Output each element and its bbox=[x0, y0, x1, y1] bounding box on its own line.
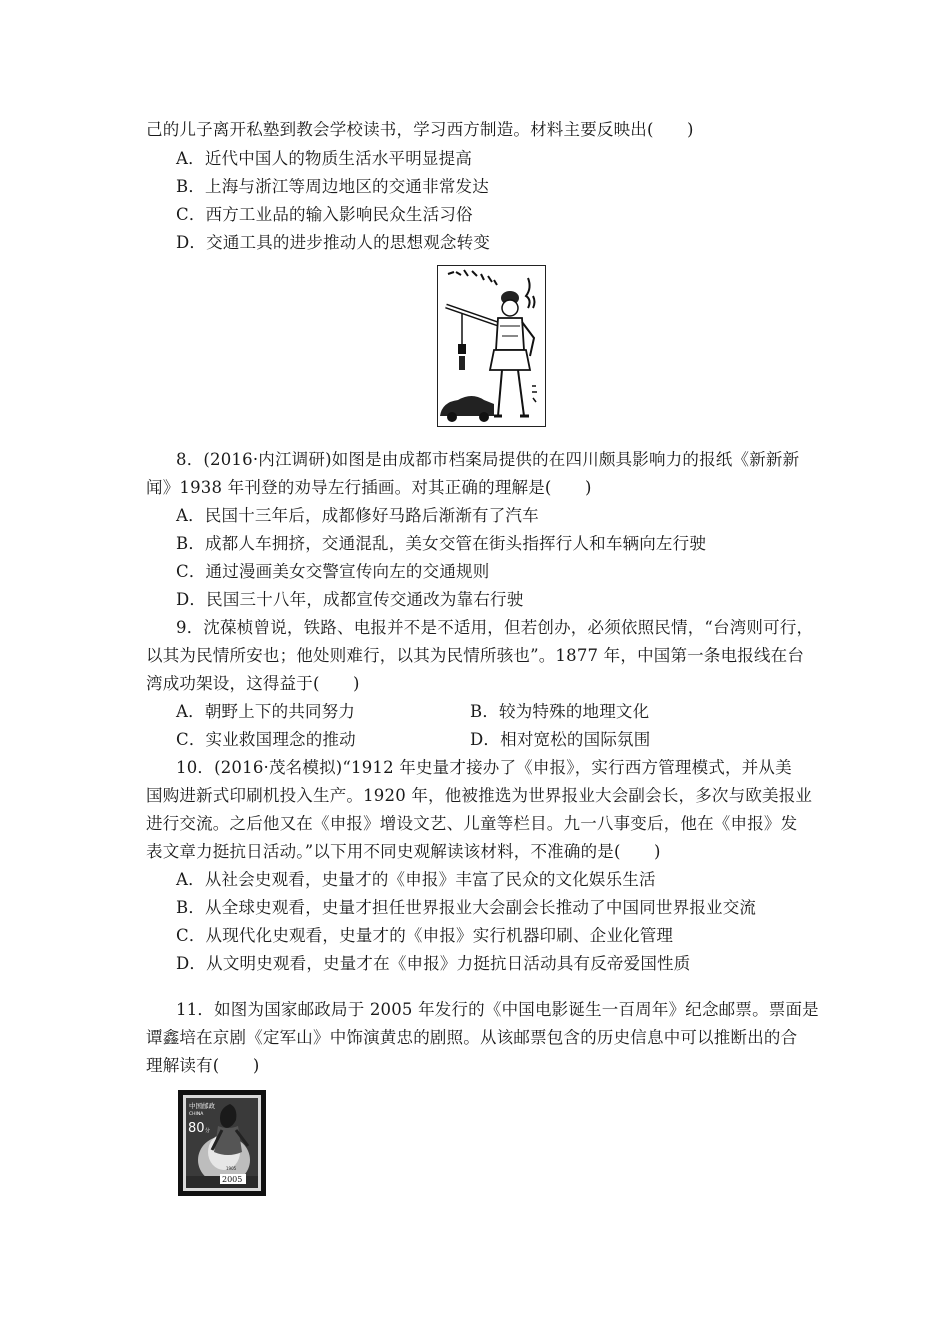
stamp-year: 2005 bbox=[222, 1175, 243, 1184]
q9-option-a: A．朝野上下的共同努力 bbox=[176, 702, 356, 721]
stamp-unit: 分 bbox=[205, 1128, 211, 1134]
q8-option-a: A．民国十三年后，成都修好马路后渐渐有了汽车 bbox=[176, 506, 539, 525]
q9-stem-line1: 9．沈葆桢曾说，铁路、电报并不是不适用，但若创办，必须依照民情，“台湾则可行， bbox=[176, 618, 814, 637]
q10-option-a: A．从社会史观看，史量才的《申报》丰富了民众的文化娱乐生活 bbox=[176, 870, 656, 889]
q9-option-c: C．实业救国理念的推动 bbox=[176, 730, 356, 749]
q9-stem-line2: 以其为民情所安也；他处则难行，以其为民情所骇也”。1877 年，中国第一条电报线在台 bbox=[146, 646, 805, 665]
q7-option-b: B．上海与浙江等周边地区的交通非常发达 bbox=[176, 177, 489, 196]
q10-stem-line1: 10．(2016·茂名模拟)“1912 年史量才接办了《申报》，实行西方管理模式，并从美 bbox=[176, 758, 792, 777]
q11-stem-line2: 谭鑫培在京剧《定军山》中饰演黄忠的剧照。从该邮票包含的历史信息中可以推断出的合 bbox=[146, 1028, 798, 1047]
stamp-country-en: CHINA bbox=[189, 1112, 204, 1117]
q7-option-a: A．近代中国人的物质生活水平明显提高 bbox=[176, 149, 473, 168]
q10-option-d: D．从文明史观看，史量才在《申报》力挺抗日活动具有反帝爱国性质 bbox=[176, 954, 691, 973]
traffic-police-drawing bbox=[438, 266, 545, 426]
stamp-year-small: 1905 bbox=[226, 1166, 237, 1171]
q11-stem-line1: 11．如图为国家邮政局于 2005 年发行的《中国电影诞生一百周年》纪念邮票。票面是 bbox=[176, 1000, 819, 1019]
handwriting-marks bbox=[448, 270, 535, 308]
stamp-drawing bbox=[178, 1090, 266, 1196]
q7-stem: 己的儿子离开私塾到教会学校读书，学习西方制造。材料主要反映出( ) bbox=[146, 120, 694, 139]
q7-option-c: C．西方工业品的输入影响民众生活习俗 bbox=[176, 205, 473, 224]
stamp-country: 中国邮政 bbox=[189, 1102, 215, 1110]
q11-stem-line3: 理解读有( ) bbox=[146, 1056, 260, 1075]
traffic-illustration-image bbox=[437, 265, 546, 427]
q8-stem-line2: 闻》1938 年刊登的劝导左行插画。对其正确的理解是( ) bbox=[146, 478, 592, 497]
q7-option-d: D．交通工具的进步推动人的思想观念转变 bbox=[176, 233, 491, 252]
q9-option-b: B．较为特殊的地理文化 bbox=[470, 702, 650, 721]
q10-option-c: C．从现代化史观看，史量才的《申报》实行机器印刷、企业化管理 bbox=[176, 926, 674, 945]
commemorative-stamp-image bbox=[178, 1090, 266, 1196]
q8-option-b: B．成都人车拥挤，交通混乱，美女交管在街头指挥行人和车辆向左行驶 bbox=[176, 534, 707, 553]
q9-stem-line3: 湾成功架设，这得益于( ) bbox=[146, 674, 360, 693]
q8-stem-line1: 8．(2016·内江调研)如图是由成都市档案局提供的在四川颇具影响力的报纸《新新新 bbox=[176, 450, 800, 469]
q9-option-d: D．相对宽松的国际氛围 bbox=[470, 730, 651, 749]
q10-stem-line4: 表文章力挺抗日活动。”以下用不同史观解读该材料，不准确的是( ) bbox=[146, 842, 661, 861]
q10-stem-line3: 进行交流。之后他又在《申报》增设文艺、儿童等栏目。九一八事变后，他在《申报》发 bbox=[146, 814, 798, 833]
q8-option-c: C．通过漫画美女交警宣传向左的交通规则 bbox=[176, 562, 490, 581]
q8-option-d: D．民国三十八年，成都宣传交通改为靠右行驶 bbox=[176, 590, 524, 609]
q10-stem-line2: 国购进新式印刷机投入生产。1920 年，他被推选为世界报业大会副会长，多次与欧美报业 bbox=[146, 786, 813, 805]
q10-option-b: B．从全球史观看，史量才担任世界报业大会副会长推动了中国同世界报业交流 bbox=[176, 898, 757, 917]
stamp-value: 80 bbox=[188, 1121, 205, 1136]
